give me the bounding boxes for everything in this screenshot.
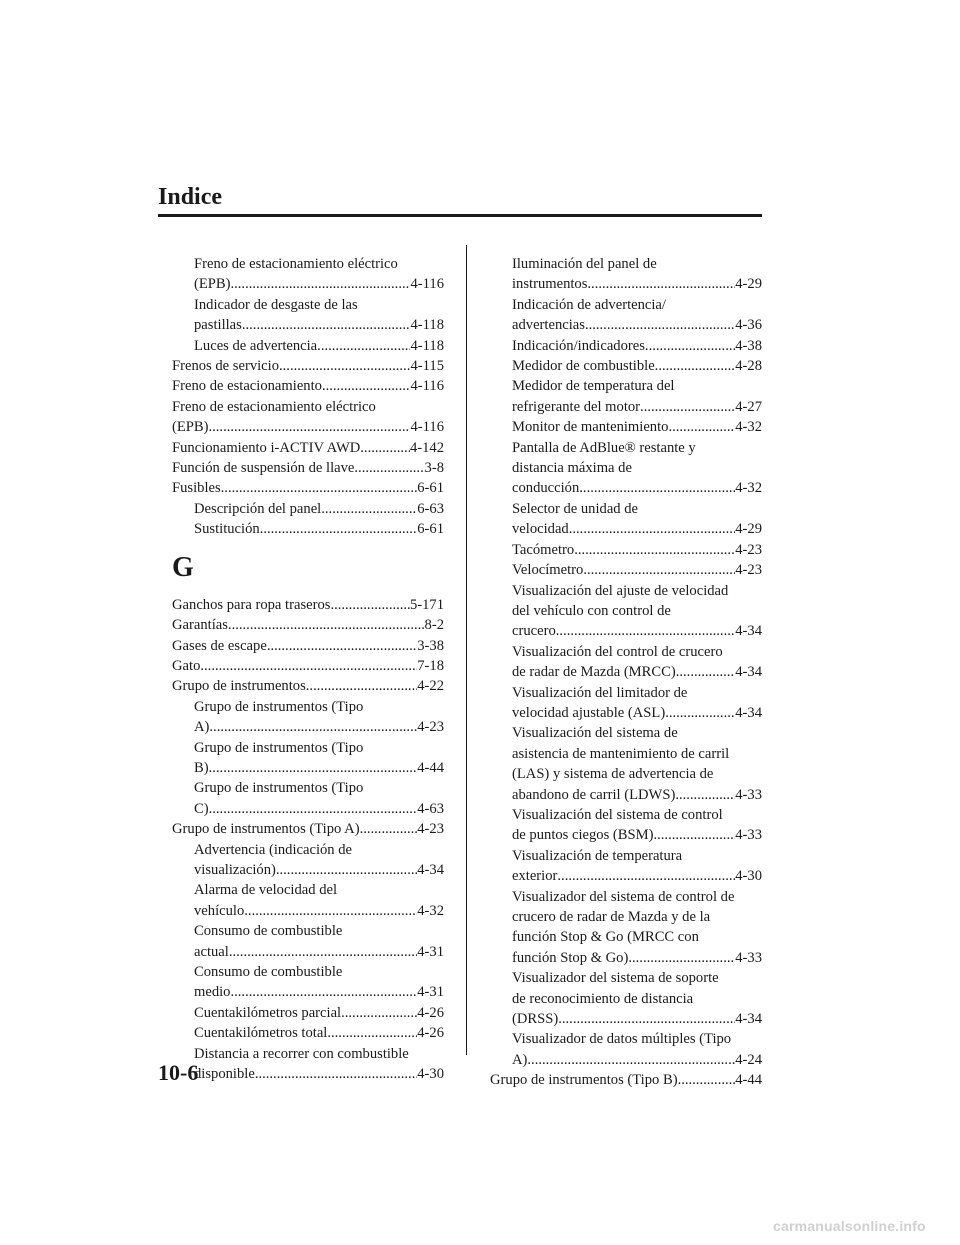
entry-text: Selector de unidad de: [512, 500, 639, 517]
entry-text: Grupo de instrumentos (Tipo: [194, 780, 364, 797]
entry-text: de reconocimiento de distancia: [512, 990, 694, 1007]
index-entry: [512, 968, 762, 1029]
index-entry: [172, 676, 444, 696]
entry-page-ref: 4-34: [735, 623, 762, 640]
dot-leader: [330, 595, 410, 615]
entry-text: Garantías: [172, 617, 228, 634]
entry-text: (EPB): [172, 419, 209, 436]
index-entry: [512, 254, 762, 295]
entry-text: función Stop & Go): [512, 949, 629, 966]
index-entry: [512, 356, 762, 376]
entry-text: Visualizador de datos múltiples (Tipo: [512, 1031, 732, 1048]
entry-page-ref: 4-63: [417, 800, 444, 817]
entry-text: Frenos de servicio: [172, 358, 279, 375]
dot-leader: [230, 982, 417, 1002]
entry-page-ref: 4-26: [417, 1004, 444, 1021]
entry-page-ref: 4-30: [417, 1066, 444, 1083]
index-entry: [172, 397, 444, 438]
dot-leader: [678, 1070, 736, 1090]
entry-page-ref: 4-32: [735, 419, 762, 436]
entry-text: Función de suspensión de llave: [172, 460, 355, 477]
dot-leader: [675, 785, 735, 805]
dot-leader: [276, 860, 417, 880]
entry-page-ref: 4-34: [735, 704, 762, 721]
dot-leader: [327, 1023, 417, 1043]
entry-text: actual: [194, 943, 229, 960]
index-entry: [172, 819, 444, 839]
index-entry: [512, 581, 762, 642]
entry-text: crucero de radar de Mazda y de la: [512, 909, 711, 925]
index-entry: [194, 738, 444, 779]
dot-leader: [360, 438, 410, 458]
index-entry: [512, 417, 762, 437]
entry-page-ref: 4-28: [735, 358, 762, 375]
index-entry: [172, 615, 444, 635]
index-entry: [194, 880, 444, 921]
entry-text: instrumentos: [512, 276, 588, 293]
index-entry: [194, 295, 444, 336]
entry-page-ref: 4-118: [410, 337, 444, 354]
entry-page-ref: 4-118: [410, 317, 444, 334]
entry-text: A): [512, 1051, 528, 1068]
entry-page-ref: 4-27: [735, 398, 762, 415]
entry-text: Indicador de desgaste de las: [194, 296, 358, 313]
entry-text: Iluminación del panel de: [512, 256, 657, 272]
dot-leader: [653, 825, 735, 845]
entry-text: Grupo de instrumentos: [172, 678, 306, 695]
entry-text: Visualización del control de crucero: [512, 643, 723, 660]
entry-text: Freno de estacionamiento: [172, 378, 322, 395]
entry-page-ref: 7-18: [417, 657, 444, 674]
entry-page-ref: 4-23: [417, 821, 444, 838]
entry-page-ref: 4-24: [735, 1051, 762, 1068]
entry-page-ref: 6-63: [417, 500, 444, 517]
entry-text: abandono de carril (LDWS): [512, 786, 676, 803]
entry-page-ref: 4-31: [417, 943, 444, 960]
entry-text: Cuentakilómetros total: [194, 1025, 328, 1042]
index-entry: [512, 560, 762, 580]
entry-text: Grupo de instrumentos (Tipo: [194, 739, 364, 756]
entry-page-ref: 4-29: [735, 521, 762, 538]
entry-text: de radar de Mazda (MRCC): [512, 664, 676, 681]
entry-text: Sustitución: [194, 521, 260, 538]
dot-leader: [676, 662, 736, 682]
entry-text: Consumo de combustible: [194, 964, 343, 980]
dot-leader: [585, 315, 735, 335]
entry-text: Medidor de temperatura del: [512, 378, 675, 395]
entry-text: Gato: [172, 657, 201, 674]
entry-page-ref: 4-29: [735, 276, 762, 293]
entry-page-ref: 4-23: [735, 541, 762, 558]
entry-text: Advertencia (indicación de: [194, 841, 353, 858]
index-entry: [512, 376, 762, 417]
entry-page-ref: 6-61: [417, 521, 444, 538]
entry-text: Grupo de instrumentos (Tipo: [194, 698, 364, 715]
entry-text: Pantalla de AdBlue® restante y: [512, 439, 696, 456]
index-entry: [172, 438, 444, 458]
entry-text: Grupo de instrumentos (Tipo B): [490, 1072, 678, 1089]
entry-text: medio: [194, 984, 231, 1001]
entry-page-ref: 4-44: [735, 1072, 762, 1089]
entry-text: Funcionamiento i-ACTIV AWD: [172, 439, 361, 456]
entry-text: C): [194, 800, 209, 817]
entry-text: pastillas: [194, 317, 242, 334]
entry-text: refrigerante del motor: [512, 398, 641, 415]
index-entry: [194, 840, 444, 881]
index-entry: [512, 295, 762, 336]
entry-page-ref: 4-33: [735, 827, 762, 844]
index-entry: [512, 683, 762, 724]
entry-text: Alarma de velocidad del: [194, 882, 338, 899]
index-entry: [172, 376, 444, 396]
entry-page-ref: 4-31: [417, 984, 444, 1001]
index-entry: [512, 642, 762, 683]
index-entry: [194, 1003, 444, 1023]
dot-leader: [558, 1009, 735, 1029]
entry-text: función Stop & Go (MRCC con: [512, 929, 699, 946]
index-entry: [194, 499, 444, 519]
entry-text: (EPB): [194, 276, 231, 293]
index-entry: [194, 962, 444, 1003]
entry-page-ref: 4-32: [735, 480, 762, 497]
entry-text: visualización): [194, 861, 276, 878]
dot-leader: [668, 417, 735, 437]
index-entry: [194, 336, 444, 356]
entry-text: velocidad: [512, 521, 569, 538]
entry-text: Visualización del sistema de: [512, 725, 678, 742]
index-entry: [512, 805, 762, 846]
dot-leader: [322, 376, 411, 396]
section-letter: G: [172, 551, 194, 583]
entry-page-ref: 4-30: [735, 868, 762, 885]
entry-text: (DRSS): [512, 1011, 559, 1028]
entry-text: Cuentakilómetros parcial: [194, 1004, 342, 1021]
index-entry: [194, 778, 444, 819]
entry-text: Gases de escape: [172, 637, 267, 654]
index-entry: [194, 1023, 444, 1043]
entry-text: Visualización de temperatura: [512, 847, 683, 864]
watermark: carmanualsonline.info: [773, 1218, 926, 1234]
dot-leader: [557, 866, 735, 886]
index-entry: [512, 723, 762, 805]
dot-leader: [209, 799, 418, 819]
entry-page-ref: 4-115: [410, 358, 444, 375]
dot-leader: [230, 274, 410, 294]
index-entry: [512, 540, 762, 560]
index-column-left: [172, 254, 444, 1084]
dot-leader: [569, 519, 736, 539]
entry-page-ref: 3-8: [424, 460, 444, 477]
entry-page-ref: 4-142: [409, 439, 444, 456]
dot-leader: [228, 615, 425, 635]
dot-leader: [208, 417, 410, 437]
dot-leader: [640, 397, 735, 417]
entry-page-ref: 4-36: [735, 317, 762, 334]
index-entry: [512, 438, 762, 499]
dot-leader: [645, 336, 735, 356]
entry-text: distancia máxima de: [512, 460, 632, 477]
dot-leader: [341, 1003, 417, 1023]
entry-text: velocidad ajustable (ASL): [512, 704, 666, 721]
index-entry: [172, 636, 444, 656]
entry-text: Monitor de mantenimiento: [512, 419, 669, 436]
entry-text: Freno de estacionamiento eléctrico: [172, 398, 376, 415]
dot-leader: [655, 356, 736, 376]
entry-text: Indicación de advertencia/: [512, 296, 666, 313]
dot-leader: [574, 540, 735, 560]
dot-leader: [583, 560, 735, 580]
entry-page-ref: 4-23: [417, 719, 444, 736]
index-entry: [512, 499, 762, 540]
entry-page-ref: 4-23: [735, 562, 762, 579]
dot-leader: [579, 478, 735, 498]
index-column-right: [490, 254, 762, 1091]
entry-text: Grupo de instrumentos (Tipo A): [172, 821, 360, 838]
index-entry: [172, 458, 444, 478]
entry-text: Velocímetro: [512, 562, 584, 579]
entry-text: asistencia de mantenimiento de carril: [512, 745, 730, 762]
index-entry: [194, 254, 444, 295]
index-entry: [490, 1070, 762, 1090]
entry-text: del vehículo con control de: [512, 602, 671, 619]
dot-leader: [279, 356, 410, 376]
dot-leader: [255, 1064, 417, 1084]
entry-page-ref: 4-33: [735, 949, 762, 966]
index-entry: [172, 595, 444, 615]
dot-leader: [665, 703, 735, 723]
dot-leader: [221, 478, 418, 498]
index-entry: [194, 1044, 444, 1085]
entry-text: Fusibles: [172, 480, 221, 497]
dot-leader: [242, 315, 411, 335]
entry-page-ref: 4-26: [417, 1025, 444, 1042]
entry-text: Luces de advertencia: [194, 337, 318, 354]
index-entry: [194, 519, 444, 539]
index-entry: [512, 846, 762, 887]
index-entry: [172, 356, 444, 376]
entry-text: Freno de estacionamiento eléctrico: [194, 256, 398, 272]
entry-text: Visualizador del sistema de control de: [512, 888, 735, 905]
entry-page-ref: 4-38: [735, 337, 762, 354]
entry-text: (LAS) y sistema de advertencia de: [512, 766, 714, 783]
entry-text: exterior: [512, 868, 558, 885]
dot-leader: [229, 942, 417, 962]
entry-text: Visualización del sistema de control: [512, 806, 723, 823]
index-entry: [512, 1029, 762, 1070]
dot-leader: [244, 901, 417, 921]
dot-leader: [628, 948, 735, 968]
entry-text: Indicación/indicadores: [512, 337, 645, 354]
dot-leader: [360, 819, 418, 839]
dot-leader: [587, 274, 735, 294]
entry-page-ref: 4-116: [410, 378, 444, 395]
dot-leader: [527, 1050, 735, 1070]
dot-leader: [260, 519, 418, 539]
entry-page-ref: 4-32: [417, 902, 444, 919]
dot-leader: [200, 656, 417, 676]
dot-leader: [556, 621, 735, 641]
entry-text: Visualización del ajuste de velocidad: [512, 582, 729, 599]
entry-text: Descripción del panel: [194, 500, 322, 517]
entry-page-ref: 4-116: [410, 276, 444, 293]
dot-leader: [209, 717, 417, 737]
entry-page-ref: 4-44: [417, 759, 444, 776]
entry-text: vehículo: [194, 902, 245, 919]
index-entry: [172, 478, 444, 498]
index-entry: [194, 697, 444, 738]
page-number: 10-6: [158, 1060, 199, 1085]
dot-leader: [354, 458, 424, 478]
entry-page-ref: 4-34: [735, 664, 762, 681]
entry-text: A): [194, 719, 210, 736]
index-entry: [172, 656, 444, 676]
entry-page-ref: 4-34: [417, 861, 444, 878]
page-title: Indice: [158, 184, 223, 210]
entry-text: advertencias: [512, 317, 585, 334]
entry-page-ref: 4-33: [735, 786, 762, 803]
dot-leader: [317, 336, 410, 356]
dot-leader: [267, 636, 417, 656]
dot-leader: [321, 499, 417, 519]
column-divider: [466, 245, 467, 1055]
entry-text: Visualización del limitador de: [512, 684, 688, 701]
index-entry: [194, 921, 444, 962]
entry-page-ref: 8-2: [424, 617, 444, 634]
header-rule: [158, 214, 762, 217]
entry-text: Distancia a recorrer con combustible: [194, 1045, 409, 1062]
entry-text: B): [194, 759, 209, 776]
entry-page-ref: 4-116: [410, 419, 444, 436]
entry-text: de puntos ciegos (BSM): [512, 827, 654, 844]
entry-page-ref: 3-38: [417, 637, 444, 654]
entry-text: disponible: [194, 1066, 255, 1083]
entry-text: crucero: [512, 623, 556, 640]
entry-text: Visualizador del sistema de soporte: [512, 970, 719, 987]
dot-leader: [209, 758, 418, 778]
entry-text: Consumo de combustible: [194, 923, 343, 940]
entry-page-ref: 4-22: [417, 678, 444, 695]
entry-text: Tacómetro: [512, 541, 575, 558]
index-entry: [512, 887, 762, 969]
entry-page-ref: 4-34: [735, 1011, 762, 1028]
entry-text: Medidor de combustible: [512, 358, 655, 375]
dot-leader: [306, 676, 417, 696]
entry-text: Ganchos para ropa traseros: [172, 596, 331, 613]
entry-page-ref: 5-171: [409, 596, 444, 613]
entry-page-ref: 6-61: [417, 480, 444, 497]
entry-text: conducción: [512, 480, 580, 497]
index-entry: [512, 336, 762, 356]
